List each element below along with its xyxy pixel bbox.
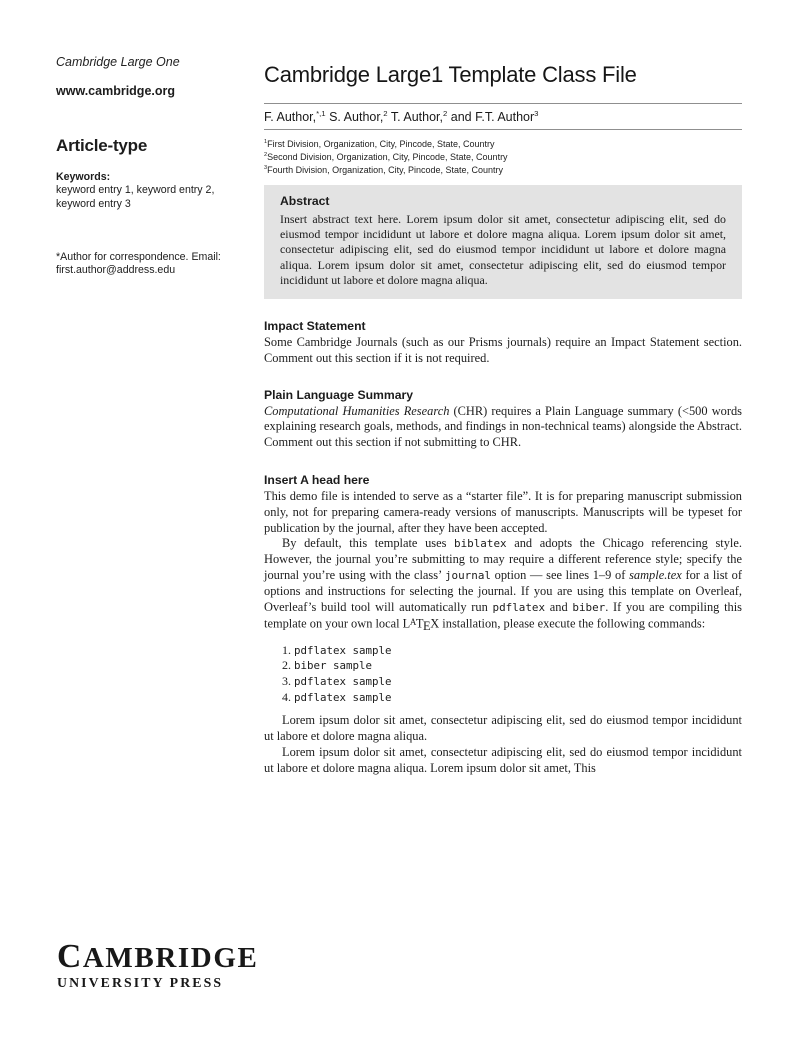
a-head-paragraph-3: Lorem ipsum dolor sit amet, consectetur adipiscing elit, sed do eiusmod tempor incididunt ut labore et dolore magna aliqua. <box>264 713 742 744</box>
command-item: 1. pdflatex sample <box>294 643 742 659</box>
correspondence-email: first.author@address.edu <box>56 264 176 277</box>
cambridge-wordmark: CAMBRIDGE <box>57 938 259 975</box>
affiliation-line: $^3$Fourth Division, Organization, City, Pincode, State, Country <box>264 165 504 175</box>
correspondence-block <box>56 251 221 278</box>
abstract-text: Insert abstract text here. Lorem ipsum dolor sit amet, consectetur adipiscing elit, sed do eiusmod tempor incididunt ut labore et dolore magna aliqua. Lorem ipsum dolor sit amet, consectetur adipiscing elit, sed do eiusmod tempor incididunt ut labore et dolore magna aliqua. Lorem ipsum dolor sit amet, consectetur adipiscing elit, sed do eiusmod tempor incididunt ut labore et dolore magna aliqua. <box>280 212 726 287</box>
abstract-heading: Abstract <box>280 194 330 208</box>
affiliation-line: $^2$Second Division, Organization, City, Pincode, State, Country <box>264 152 508 162</box>
a-head-paragraph-1: This demo file is intended to serve as a “starter file”. It is for preparing manuscript submission only, not for preparing camera-ready versions of manuscripts. Manuscripts will be typeset for publication by the journal, after they have been accepted. <box>264 489 742 535</box>
affiliation-line: $^1$First Division, Organization, City, Pincode, State, Country <box>264 139 495 149</box>
command-item: 3. pdflatex sample <box>294 674 742 690</box>
paper-title: Cambridge Large1 Template Class File <box>264 62 637 87</box>
impact-statement-body: Some Cambridge Journals (such as our Prisms journals) require an Impact Statement section. Comment out this section if it is not required. <box>264 335 742 365</box>
section-heading-plain-language-summary: Plain Language Summary <box>264 387 413 402</box>
plain-language-summary-body: Computational Humanities Research (CHR) requires a Plain Language summary (<500 words explaining research goals, methods, and findings in non-technical teams) alongside the Abstract. Comment out this section if not submitting to CHR. <box>264 403 742 450</box>
university-press-subtitle: UNIVERSITY PRESS <box>57 975 224 990</box>
author-separator-rule-bottom <box>264 129 742 130</box>
abstract-box <box>264 185 742 299</box>
journal-url: www.cambridge.org <box>56 84 176 98</box>
publisher-logo <box>57 938 259 991</box>
affiliations <box>264 138 742 177</box>
command-item: 4. pdflatex sample <box>294 690 742 706</box>
section-heading-a-head: Insert A head here <box>264 473 370 487</box>
correspondence-note: *Author for correspondence. Email: <box>56 251 221 263</box>
keywords-text: keyword entry 1, keyword entry 2, keyword entry 3 <box>56 184 215 210</box>
a-head-paragraph-4: Lorem ipsum dolor sit amet, consectetur adipiscing elit, sed do eiusmod tempor incididunt ut labore et dolore magna aliqua. Lorem ipsum dolor sit amet, This <box>264 744 742 775</box>
journal-name: Cambridge Large One <box>56 55 180 69</box>
keywords-label: Keywords: <box>56 171 111 183</box>
section-heading-impact-statement: Impact Statement <box>264 319 366 334</box>
command-item: 2. biber sample <box>294 658 742 674</box>
a-head-paragraph-2: By default, this template uses biblatex and adopts the Chicago referencing style. However, the journal you’re submitting to may require a different reference style; specify the journal you’re using with the class’ journal option — see lines 1–9 of sample.tex for a list of options and instructions for selecting the journal. If you are using this template on Overleaf, Overleaf’s build tool will automatically run pdflatex and biber. If you are compiling this template on your own local $L^ATEX$ installation, please execute the following commands: <box>264 536 742 634</box>
commands-list <box>268 643 742 705</box>
authors-line: F. Author,$^{*,1}$ S. Author,$^2$ T. Author,$^2$ and F.T. Author$^3$ <box>264 108 539 124</box>
keywords-block <box>56 171 252 211</box>
article-type-label: Article-type <box>56 136 148 155</box>
main-column <box>264 62 742 776</box>
